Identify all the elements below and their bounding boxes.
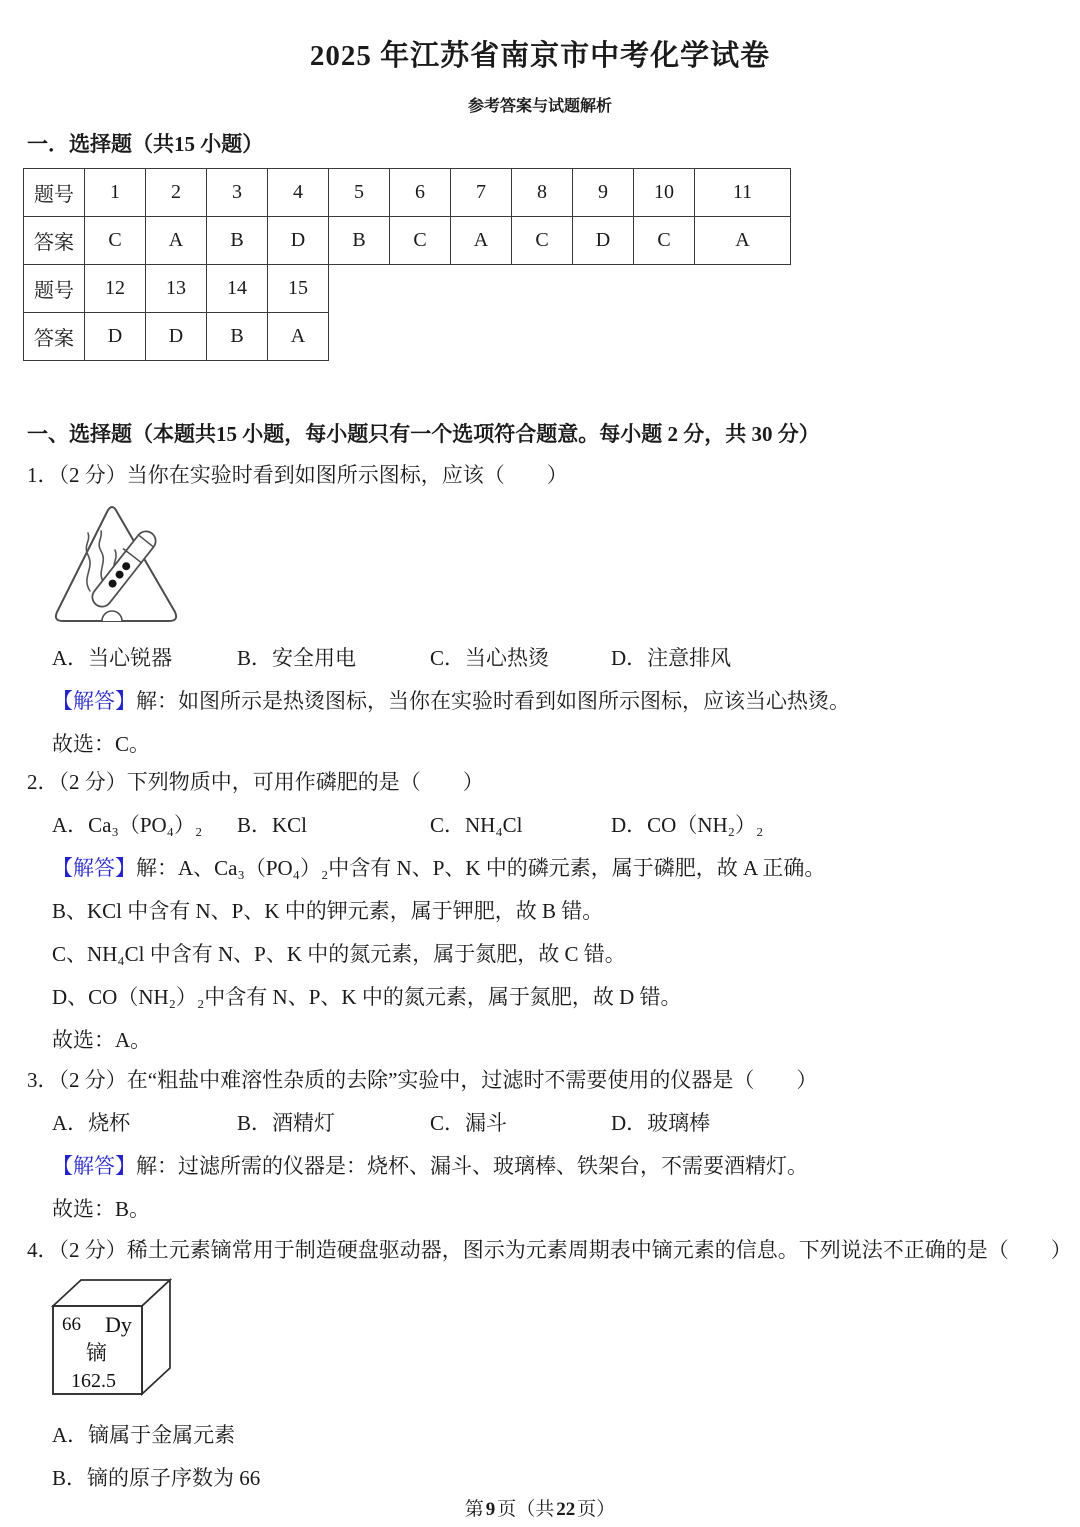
answer-cell: A <box>268 313 329 361</box>
question-number-cell: 6 <box>390 169 451 217</box>
answer-cell: D <box>146 313 207 361</box>
option-c: C．漏斗 <box>430 1111 508 1135</box>
explain-tag: 【解答】 <box>52 689 136 713</box>
q4-stem: 4．（2 分）稀土元素镝常用于制造硬盘驱动器，图示为元素周期表中镝元素的信息。下列说法不正确的是（ ） <box>27 1238 1072 1262</box>
page-footer <box>0 1494 1080 1521</box>
q1-stem: 1．（2 分）当你在实验时看到如图所示图标，应该（ ） <box>27 463 568 487</box>
answer-cell: C <box>512 217 573 265</box>
answer-cell: C <box>390 217 451 265</box>
row-label: 题号 <box>24 169 85 217</box>
answer-key-table-bottom <box>23 264 329 361</box>
explain-text: 解：A、Ca₃（PO₄）₂中含有 N、P、K 中的磷元素，属于磷肥，故 A 正确。 <box>136 856 826 880</box>
element-symbol: Dy <box>105 1312 132 1337</box>
explain-tag: 【解答】 <box>52 1154 136 1178</box>
answer-cell: C <box>634 217 695 265</box>
question-number-cell: 10 <box>634 169 695 217</box>
question-number-cell: 5 <box>329 169 390 217</box>
q2-explanation-line-3: C、NH₄Cl 中含有 N、P、K 中的氮元素，属于氮肥，故 C 错。 <box>52 942 626 966</box>
answer-cell: A <box>695 217 791 265</box>
footer-text: 页） <box>577 1499 616 1520</box>
q3-stem: 3．（2 分）在“粗盐中难溶性杂质的去除”实验中，过滤时不需要使用的仪器是（ ） <box>27 1068 818 1092</box>
answer-cell: B <box>207 313 268 361</box>
row-label: 答案 <box>24 217 85 265</box>
q2-stem: 2．（2 分）下列物质中，可用作磷肥的是（ ） <box>27 770 484 794</box>
question-number-cell: 4 <box>268 169 329 217</box>
q4-option-b: B．镝的原子序数为 66 <box>52 1466 261 1490</box>
option-c: C．NH₄Cl <box>430 813 523 837</box>
answer-cell: A <box>451 217 512 265</box>
row-label: 答案 <box>24 313 85 361</box>
explain-text: 解：如图所示是热烫图标，当你在实验时看到如图所示图标，应该当心热烫。 <box>136 689 850 713</box>
scald-warning-icon <box>46 494 186 635</box>
option-c: C．当心热烫 <box>430 646 550 670</box>
question-number-cell: 13 <box>146 265 207 313</box>
q1-answer-line: 故选：C。 <box>52 732 151 756</box>
option-b: B．安全用电 <box>237 646 357 670</box>
element-atomic-mass: 162.5 <box>71 1370 116 1392</box>
explain-text: 解：过滤所需的仪器是：烧杯、漏斗、玻璃棒、铁架台，不需要酒精灯。 <box>136 1154 808 1178</box>
element-info-box <box>50 1276 175 1403</box>
section-heading: 一、选择题（本题共15 小题，每小题只有一个选项符合题意。每小题 2 分，共 30 分） <box>27 422 820 446</box>
element-name: 镝 <box>86 1341 107 1365</box>
question-number-cell: 3 <box>207 169 268 217</box>
option-a: A．当心锐器 <box>52 646 173 670</box>
answer-cell: B <box>329 217 390 265</box>
answer-cell: D <box>268 217 329 265</box>
q2-explanation-line-1 <box>52 852 825 882</box>
option-d: D．CO（NH₂）₂ <box>611 813 764 837</box>
row-label: 题号 <box>24 265 85 313</box>
q1-options <box>0 642 1080 672</box>
answer-cell: A <box>146 217 207 265</box>
q2-options <box>0 809 1080 839</box>
footer-text: 第 <box>464 1499 484 1520</box>
element-atomic-number: 66 <box>62 1314 81 1335</box>
q2-explanation-line-2: B、KCl 中含有 N、P、K 中的钾元素，属于钾肥，故 B 错。 <box>52 899 604 923</box>
table-row-answers <box>24 313 329 361</box>
option-a: A．Ca₃（PO₄）₂ <box>52 813 203 837</box>
option-b: B．酒精灯 <box>237 1111 336 1135</box>
footer-total-pages: 22 <box>556 1499 576 1520</box>
question-number-cell: 2 <box>146 169 207 217</box>
option-b: B．KCl <box>237 813 308 837</box>
question-number-cell: 9 <box>573 169 634 217</box>
question-number-cell: 7 <box>451 169 512 217</box>
question-number-cell: 15 <box>268 265 329 313</box>
q4-option-a: A．镝属于金属元素 <box>52 1423 236 1447</box>
q3-options <box>0 1107 1080 1137</box>
table-row-question-numbers <box>24 169 791 217</box>
footer-text: 页（共 <box>497 1499 555 1520</box>
question-number-cell: 1 <box>85 169 146 217</box>
q3-explanation <box>52 1150 808 1180</box>
q1-explanation <box>52 685 850 715</box>
page-subtitle: 参考答案与试题解析 <box>467 98 612 115</box>
answer-cell: D <box>85 313 146 361</box>
option-d: D．玻璃棒 <box>611 1111 711 1135</box>
answer-key-heading: 一．选择题（共15 小题） <box>27 132 264 156</box>
question-number-cell: 8 <box>512 169 573 217</box>
question-number-cell: 12 <box>85 265 146 313</box>
table-row-question-numbers <box>24 265 329 313</box>
answer-cell: C <box>85 217 146 265</box>
q2-explanation-line-4: D、CO（NH₂）₂中含有 N、P、K 中的氮元素，属于氮肥，故 D 错。 <box>52 985 682 1009</box>
question-number-cell: 11 <box>695 169 791 217</box>
footer-page-number: 9 <box>485 1499 496 1520</box>
option-a: A．烧杯 <box>52 1111 131 1135</box>
option-d: D．注意排风 <box>611 646 732 670</box>
page-title: 2025 年江苏省南京市中考化学试卷 <box>309 40 771 72</box>
answer-key-table-top <box>23 168 791 265</box>
q2-answer-line: 故选：A。 <box>52 1028 152 1052</box>
explain-tag: 【解答】 <box>52 856 136 880</box>
q3-answer-line: 故选：B。 <box>52 1197 151 1221</box>
question-number-cell: 14 <box>207 265 268 313</box>
answer-cell: B <box>207 217 268 265</box>
answer-cell: D <box>573 217 634 265</box>
table-row-answers <box>24 217 791 265</box>
